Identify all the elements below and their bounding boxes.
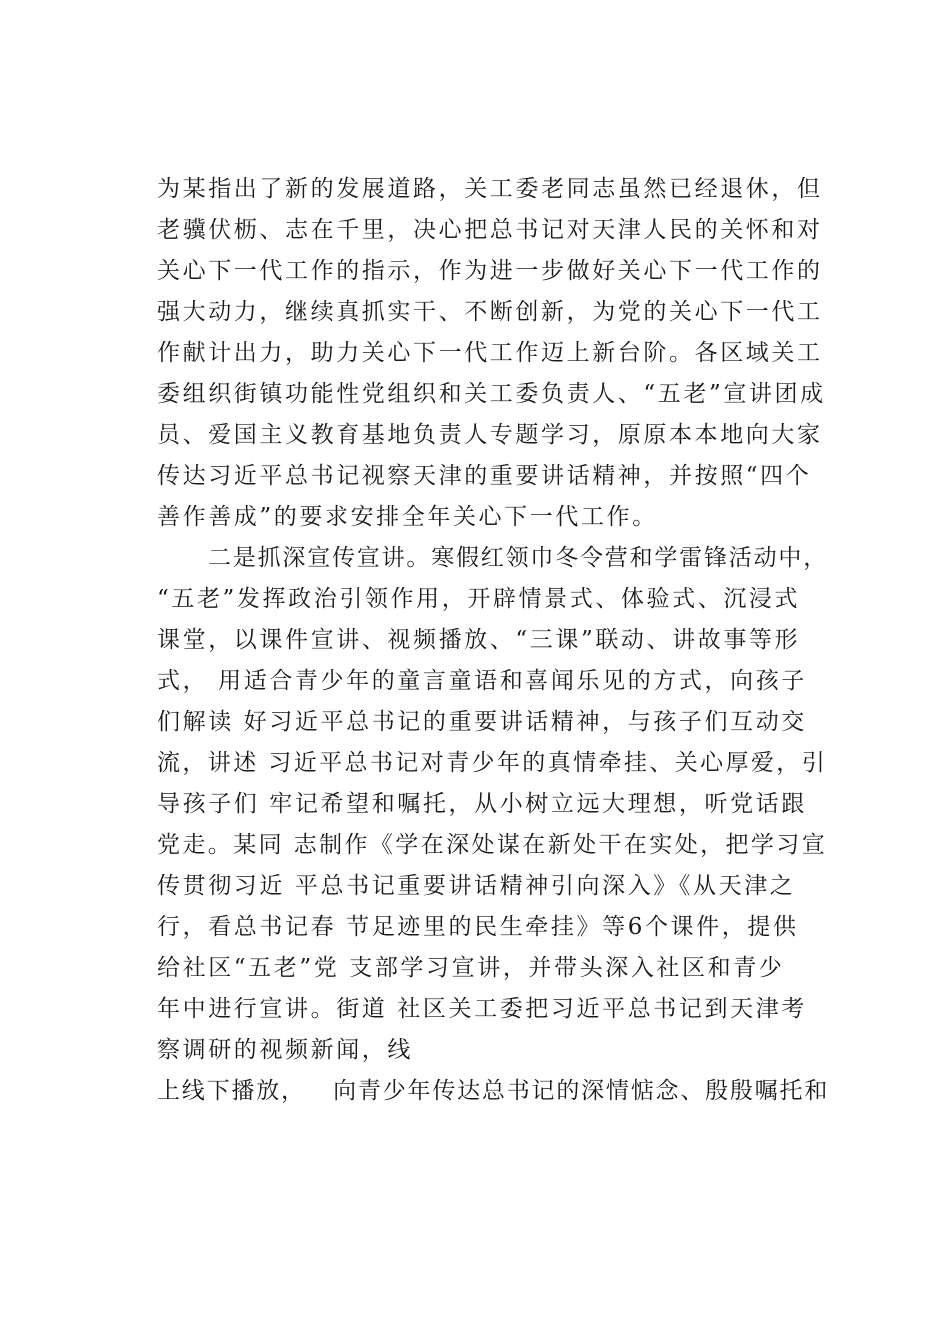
text-line: 强大动力，继续真抓实干、不断创新，为党的关心下一代工 — [157, 299, 823, 325]
text-line: 党走。某同 志制作《学在深处谋在新处干在实处，把学习宣 — [157, 832, 828, 858]
text-line: 员、爱国主义教育基地负责人专题学习，原原本本地向大家 — [157, 422, 823, 448]
text-line: 课堂，以课件宣讲、视频播放、“三课”联动、讲故事等形 — [157, 627, 801, 653]
text-line: 给社区“五老”党 支部学习宣讲，并带头深入社区和青少 — [157, 955, 785, 981]
text-line: 年中进行宣讲。街道 社区关工委把习近平总书记到天津考 — [157, 996, 807, 1022]
text-line: 二是抓深宣传宣讲。寒假红领巾冬令营和学雷锋活动中， — [208, 545, 828, 571]
text-line: 察调研的视频新闻，线 — [157, 1037, 413, 1063]
text-line: 导孩子们 牢记希望和嘱托，从小树立远大理想，听党话跟 — [157, 791, 807, 817]
text-line: 传达习近平总书记视察天津的重要讲话精神，并按照“四个 — [157, 463, 812, 489]
text-line: 式， 用适合青少年的童言童语和喜闻乐见的方式，向孩子 — [157, 668, 807, 694]
text-line: 上线下播放， 向青少年传达总书记的深情惦念、殷殷嘱托和 — [157, 1078, 830, 1104]
text-line: 作献计出力，助力关心下一代工作迈上新台阶。各区域关工 — [157, 340, 823, 366]
text-line: 善作善成”的要求安排全年关心下一代工作。 — [157, 504, 658, 530]
text-line: 们解读 好习近平总书记的重要讲话精神，与孩子们互动交 — [157, 709, 807, 735]
text-line: 为某指出了新的发展道路，关工委老同志虽然已经退休，但 — [157, 176, 823, 202]
text-line: 老骥伏枥、志在千里，决心把总书记对天津人民的关怀和对 — [157, 217, 823, 243]
text-line: 委组织街镇功能性党组织和关工委负责人、“五老”宣讲团成 — [157, 381, 826, 407]
text-line: “五老”发挥政治引领作用，开辟情景式、体验式、沉浸式 — [157, 586, 801, 612]
text-line: 行，看总书记春 节足迹里的民生牵挂》等6个课件，提供 — [157, 914, 799, 940]
text-line: 传贯彻习近 平总书记重要讲话精神引向深入》《从天津之 — [157, 873, 796, 899]
text-line: 关心下一代工作的指示，作为进一步做好关心下一代工作的 — [157, 258, 823, 284]
text-line: 流，讲述 习近平总书记对青少年的真情牵挂、关心厚爱，引 — [157, 750, 828, 776]
